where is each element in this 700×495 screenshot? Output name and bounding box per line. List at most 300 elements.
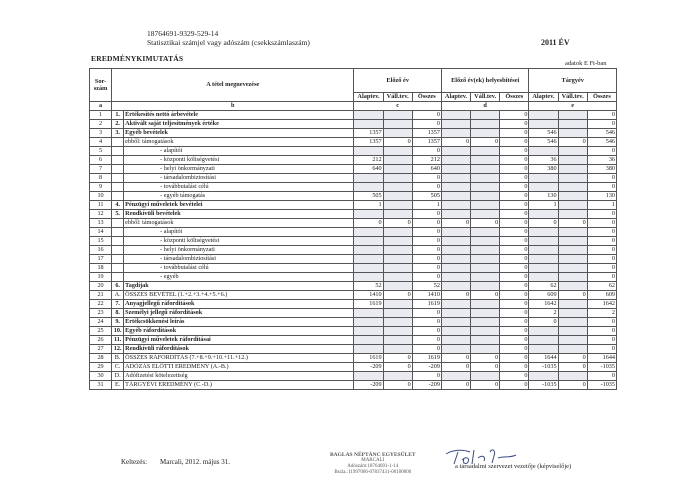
value-cell xyxy=(383,309,412,318)
value-cell: 0 xyxy=(471,381,500,390)
value-cell xyxy=(529,255,558,264)
value-cell: 0 xyxy=(412,120,441,129)
value-cell xyxy=(354,237,383,246)
value-cell: 212 xyxy=(412,156,441,165)
value-cell: 0 xyxy=(587,273,616,282)
row-code xyxy=(112,183,124,192)
value-cell xyxy=(383,372,412,381)
value-cell xyxy=(529,336,558,345)
value-cell xyxy=(441,273,470,282)
value-cell: 36 xyxy=(587,156,616,165)
value-cell xyxy=(558,174,587,183)
header-corrections: Előző év(ek) helyesbítései xyxy=(441,69,528,93)
value-cell: 0 xyxy=(383,363,412,372)
value-cell xyxy=(529,147,558,156)
value-cell: 0 xyxy=(558,219,587,228)
value-cell: 0 xyxy=(412,273,441,282)
value-cell xyxy=(383,255,412,264)
value-cell: 546 xyxy=(587,129,616,138)
header-seq: Sor-szám xyxy=(90,69,112,102)
value-cell: 0 xyxy=(587,120,616,129)
value-cell xyxy=(441,327,470,336)
value-cell: -209 xyxy=(412,381,441,390)
value-cell xyxy=(441,309,470,318)
value-cell xyxy=(471,183,500,192)
value-cell xyxy=(558,336,587,345)
value-cell: 0 xyxy=(500,246,529,255)
table-row xyxy=(90,336,617,345)
table-row xyxy=(90,120,617,129)
value-cell: -1035 xyxy=(529,363,558,372)
value-cell: 0 xyxy=(412,327,441,336)
value-cell: 1 xyxy=(412,201,441,210)
value-cell: 0 xyxy=(500,363,529,372)
table-row xyxy=(90,255,617,264)
value-cell: 1357 xyxy=(412,138,441,147)
row-label: - helyi önkormányzati xyxy=(124,165,354,174)
value-cell xyxy=(471,345,500,354)
value-cell: 0 xyxy=(500,381,529,390)
value-cell xyxy=(441,246,470,255)
row-number: 24 xyxy=(90,318,112,327)
value-cell xyxy=(471,300,500,309)
value-cell: 0 xyxy=(587,111,616,120)
value-cell: 0 xyxy=(587,372,616,381)
value-cell xyxy=(354,336,383,345)
stat-id: 18764691-9329-529-14 xyxy=(147,29,219,38)
row-code xyxy=(112,138,124,147)
value-cell: 1642 xyxy=(587,300,616,309)
row-code xyxy=(112,192,124,201)
value-cell: 0 xyxy=(587,219,616,228)
row-number: 6 xyxy=(90,156,112,165)
value-cell xyxy=(383,120,412,129)
value-cell: 1619 xyxy=(412,354,441,363)
value-cell xyxy=(529,264,558,273)
value-cell xyxy=(383,174,412,183)
value-cell: 0 xyxy=(587,336,616,345)
value-cell: 36 xyxy=(529,156,558,165)
row-code xyxy=(112,147,124,156)
table-row xyxy=(90,156,617,165)
value-cell: 0 xyxy=(587,210,616,219)
row-code: 2. xyxy=(112,120,124,129)
value-cell: 505 xyxy=(412,192,441,201)
value-cell: 0 xyxy=(529,219,558,228)
value-cell: 0 xyxy=(500,264,529,273)
value-cell: 0 xyxy=(471,291,500,300)
value-cell xyxy=(441,345,470,354)
value-cell xyxy=(471,336,500,345)
value-cell: 0 xyxy=(412,345,441,354)
row-code xyxy=(112,255,124,264)
row-label: Pénzügyi műveletek ráfordításai xyxy=(124,336,354,345)
value-cell xyxy=(558,192,587,201)
value-cell xyxy=(354,345,383,354)
value-cell: 0 xyxy=(558,291,587,300)
stamp-bank: Bszla.:11997006-07837431-00100000 xyxy=(334,470,412,475)
value-cell: 0 xyxy=(500,192,529,201)
value-cell: 0 xyxy=(412,246,441,255)
value-cell xyxy=(383,210,412,219)
row-label: - alapítói xyxy=(124,147,354,156)
value-cell xyxy=(383,156,412,165)
row-label: ADÓZÁS ELŐTTI EREDMÉNY (A.-B.) xyxy=(124,363,354,372)
value-cell: 0 xyxy=(412,237,441,246)
signature-caption: a társadalmi szervezet vezetője (képviselője) xyxy=(455,463,572,470)
value-cell: 0 xyxy=(471,138,500,147)
value-cell: 1357 xyxy=(354,129,383,138)
subheader-cell: Alaptev. xyxy=(441,93,470,102)
subheader-cell: Váll.tev. xyxy=(558,93,587,102)
value-cell xyxy=(558,156,587,165)
header-prev-year: Előző év xyxy=(354,69,441,93)
row-label: ebből: támogatások xyxy=(124,138,354,147)
row-label: - továbbutalási célú xyxy=(124,183,354,192)
row-label: ÖSSZES RÁFORDÍTÁS (7.+8.+9.+10.+11.+12.) xyxy=(124,354,354,363)
value-cell xyxy=(383,147,412,156)
value-cell: 0 xyxy=(558,363,587,372)
column-letter: c xyxy=(354,102,441,111)
value-cell: 0 xyxy=(500,228,529,237)
value-cell: 0 xyxy=(441,354,470,363)
table-row xyxy=(90,354,617,363)
value-cell xyxy=(558,120,587,129)
value-cell xyxy=(441,156,470,165)
row-number: 13 xyxy=(90,219,112,228)
row-label: ebből: támogatások xyxy=(124,219,354,228)
value-cell xyxy=(354,210,383,219)
row-number: 1 xyxy=(90,111,112,120)
value-cell: 546 xyxy=(529,129,558,138)
value-cell xyxy=(383,192,412,201)
row-label: - társadalombiztosítási xyxy=(124,255,354,264)
row-label: Személyi jellegű ráfordítások xyxy=(124,309,354,318)
row-label: - továbbutalási célú xyxy=(124,264,354,273)
value-cell xyxy=(441,255,470,264)
value-cell: 546 xyxy=(587,138,616,147)
value-cell xyxy=(529,372,558,381)
row-number: 25 xyxy=(90,327,112,336)
value-cell: -1035 xyxy=(529,381,558,390)
value-cell: 1619 xyxy=(412,300,441,309)
value-cell: 640 xyxy=(412,165,441,174)
value-cell xyxy=(558,309,587,318)
value-cell: 1 xyxy=(587,201,616,210)
value-cell xyxy=(441,264,470,273)
value-cell: 0 xyxy=(412,174,441,183)
value-cell xyxy=(383,273,412,282)
table-row xyxy=(90,165,617,174)
subheader-cell: Alaptev. xyxy=(529,93,558,102)
value-cell: 2 xyxy=(529,309,558,318)
table-row xyxy=(90,345,617,354)
value-cell: 0 xyxy=(500,354,529,363)
stat-id-label: Statisztikai számjel vagy adószám (csekkszámlaszám) xyxy=(147,38,310,47)
value-cell xyxy=(471,327,500,336)
value-cell: 1410 xyxy=(354,291,383,300)
row-label: - egyéb xyxy=(124,273,354,282)
table-row xyxy=(90,300,617,309)
row-code: 10. xyxy=(112,327,124,336)
value-cell: 0 xyxy=(587,228,616,237)
row-code xyxy=(112,219,124,228)
row-code: E. xyxy=(112,381,124,390)
row-number: 5 xyxy=(90,147,112,156)
value-cell: 1357 xyxy=(412,129,441,138)
value-cell: 0 xyxy=(500,372,529,381)
row-label: - alapítói xyxy=(124,228,354,237)
row-code: B. xyxy=(112,354,124,363)
value-cell xyxy=(471,273,500,282)
value-cell: 0 xyxy=(354,219,383,228)
value-cell xyxy=(383,336,412,345)
value-cell xyxy=(383,129,412,138)
value-cell xyxy=(558,210,587,219)
value-cell xyxy=(354,255,383,264)
value-cell xyxy=(529,174,558,183)
subheader-cell: Összes xyxy=(412,93,441,102)
value-cell xyxy=(558,183,587,192)
value-cell xyxy=(441,111,470,120)
row-number: 2 xyxy=(90,120,112,129)
value-cell: 0 xyxy=(500,318,529,327)
row-code xyxy=(112,237,124,246)
row-number: 19 xyxy=(90,273,112,282)
value-cell: 62 xyxy=(587,282,616,291)
value-cell: 0 xyxy=(500,120,529,129)
value-cell xyxy=(471,111,500,120)
value-cell: -209 xyxy=(412,363,441,372)
row-code: 4. xyxy=(112,201,124,210)
value-cell: 0 xyxy=(471,219,500,228)
row-number: 28 xyxy=(90,354,112,363)
row-code xyxy=(112,228,124,237)
value-cell: 0 xyxy=(558,381,587,390)
row-code xyxy=(112,174,124,183)
value-cell: 1 xyxy=(354,201,383,210)
row-label: Egyéb ráfordítások xyxy=(124,327,354,336)
row-number: 27 xyxy=(90,345,112,354)
row-label: Aktivált saját teljesítmények értéke xyxy=(124,120,354,129)
value-cell xyxy=(441,165,470,174)
value-cell xyxy=(558,147,587,156)
value-cell xyxy=(441,174,470,183)
table-row xyxy=(90,246,617,255)
value-cell: 0 xyxy=(500,156,529,165)
row-number: 30 xyxy=(90,372,112,381)
value-cell xyxy=(354,111,383,120)
row-label: - központi költségvetési xyxy=(124,156,354,165)
value-cell: 0 xyxy=(441,381,470,390)
value-cell xyxy=(383,165,412,174)
value-cell xyxy=(471,192,500,201)
value-cell: 0 xyxy=(412,372,441,381)
value-cell xyxy=(354,228,383,237)
row-code xyxy=(112,273,124,282)
value-cell: 0 xyxy=(412,318,441,327)
value-cell xyxy=(471,165,500,174)
value-cell xyxy=(354,264,383,273)
value-cell xyxy=(471,174,500,183)
value-cell xyxy=(441,129,470,138)
value-cell: 0 xyxy=(500,255,529,264)
header-item: A tétel megnevezése xyxy=(112,69,354,102)
value-cell: 0 xyxy=(441,363,470,372)
value-cell xyxy=(558,273,587,282)
value-cell: 1644 xyxy=(529,354,558,363)
value-cell xyxy=(558,111,587,120)
value-cell xyxy=(471,246,500,255)
row-code: 9. xyxy=(112,318,124,327)
table-row xyxy=(90,210,617,219)
value-cell: 0 xyxy=(471,363,500,372)
row-label: Értékcsökkenési leírás xyxy=(124,318,354,327)
value-cell: 130 xyxy=(529,192,558,201)
value-cell: 0 xyxy=(500,282,529,291)
table-row xyxy=(90,327,617,336)
row-code xyxy=(112,246,124,255)
row-number: 15 xyxy=(90,237,112,246)
value-cell xyxy=(354,120,383,129)
value-cell: 0 xyxy=(587,237,616,246)
table-row xyxy=(90,174,617,183)
value-cell xyxy=(558,201,587,210)
value-cell xyxy=(558,255,587,264)
row-number: 20 xyxy=(90,282,112,291)
value-cell xyxy=(441,201,470,210)
value-cell: 0 xyxy=(587,183,616,192)
value-cell xyxy=(558,345,587,354)
value-cell: -1035 xyxy=(587,381,616,390)
value-cell xyxy=(441,228,470,237)
value-cell: 0 xyxy=(383,354,412,363)
row-code: 3. xyxy=(112,129,124,138)
value-cell: 0 xyxy=(500,327,529,336)
table-row xyxy=(90,363,617,372)
value-cell: 0 xyxy=(383,219,412,228)
value-cell: 212 xyxy=(354,156,383,165)
value-cell xyxy=(441,120,470,129)
value-cell: 505 xyxy=(354,192,383,201)
value-cell: 1410 xyxy=(412,291,441,300)
value-cell xyxy=(354,183,383,192)
row-number: 17 xyxy=(90,255,112,264)
subheader-cell: Alaptev. xyxy=(354,93,383,102)
value-cell: 1642 xyxy=(529,300,558,309)
value-cell: 130 xyxy=(587,192,616,201)
row-label: - helyi önkormányzati xyxy=(124,246,354,255)
value-cell: 0 xyxy=(412,183,441,192)
value-cell xyxy=(471,318,500,327)
value-cell xyxy=(529,210,558,219)
value-cell: 1619 xyxy=(354,354,383,363)
value-cell xyxy=(441,237,470,246)
value-cell xyxy=(441,147,470,156)
header-current-year: Tárgyév xyxy=(529,69,617,93)
value-cell: 0 xyxy=(500,165,529,174)
value-cell xyxy=(529,273,558,282)
row-number: 29 xyxy=(90,363,112,372)
value-cell: 0 xyxy=(383,138,412,147)
value-cell: 0 xyxy=(500,219,529,228)
table-row xyxy=(90,309,617,318)
value-cell: 0 xyxy=(529,318,558,327)
value-cell xyxy=(558,300,587,309)
value-cell xyxy=(354,327,383,336)
value-cell: 0 xyxy=(500,111,529,120)
value-cell: 0 xyxy=(500,147,529,156)
row-number: 3 xyxy=(90,129,112,138)
value-cell: 0 xyxy=(412,255,441,264)
value-cell: 0 xyxy=(412,147,441,156)
value-cell xyxy=(471,156,500,165)
value-cell: 546 xyxy=(529,138,558,147)
value-cell: 0 xyxy=(587,147,616,156)
row-label: Adófizetési kötelezettség xyxy=(124,372,354,381)
table-row xyxy=(90,138,617,147)
row-code: 8. xyxy=(112,309,124,318)
value-cell xyxy=(529,228,558,237)
value-cell: 0 xyxy=(587,345,616,354)
value-cell: 0 xyxy=(441,219,470,228)
subheader-cell: Váll.tev. xyxy=(383,93,412,102)
value-cell xyxy=(383,327,412,336)
value-cell xyxy=(471,282,500,291)
value-cell: 0 xyxy=(441,138,470,147)
value-cell: 0 xyxy=(412,210,441,219)
table-row xyxy=(90,201,617,210)
row-number: 31 xyxy=(90,381,112,390)
row-code: 12. xyxy=(112,345,124,354)
row-number: 22 xyxy=(90,300,112,309)
row-code: C. xyxy=(112,363,124,372)
row-label: Értékesítés nettó árbevétele xyxy=(124,111,354,120)
table-row xyxy=(90,219,617,228)
table-row xyxy=(90,147,617,156)
row-code xyxy=(112,165,124,174)
value-cell xyxy=(558,129,587,138)
value-cell xyxy=(558,237,587,246)
row-label: TÁRGYÉVI EREDMÉNY (C.-D.) xyxy=(124,381,354,390)
value-cell xyxy=(441,300,470,309)
subheader-cell: Összes xyxy=(587,93,616,102)
date-value: Marcali, 2012. május 31. xyxy=(160,458,230,466)
value-cell: 0 xyxy=(500,291,529,300)
value-cell xyxy=(558,246,587,255)
value-cell xyxy=(529,327,558,336)
report-year: 2011 ÉV xyxy=(541,38,570,47)
value-cell: 52 xyxy=(354,282,383,291)
row-number: 26 xyxy=(90,336,112,345)
value-cell xyxy=(471,228,500,237)
value-cell: 0 xyxy=(587,318,616,327)
row-number: 12 xyxy=(90,210,112,219)
row-code: A. xyxy=(112,291,124,300)
value-cell xyxy=(354,318,383,327)
value-cell xyxy=(471,147,500,156)
row-number: 10 xyxy=(90,192,112,201)
value-cell xyxy=(354,147,383,156)
value-cell xyxy=(471,372,500,381)
value-cell xyxy=(383,228,412,237)
value-cell: 380 xyxy=(587,165,616,174)
value-cell: 62 xyxy=(529,282,558,291)
value-cell xyxy=(383,246,412,255)
row-label: Rendkívüli ráfordítások xyxy=(124,345,354,354)
value-cell xyxy=(558,282,587,291)
page-title: EREDMÉNYKIMUTATÁS xyxy=(91,54,184,63)
